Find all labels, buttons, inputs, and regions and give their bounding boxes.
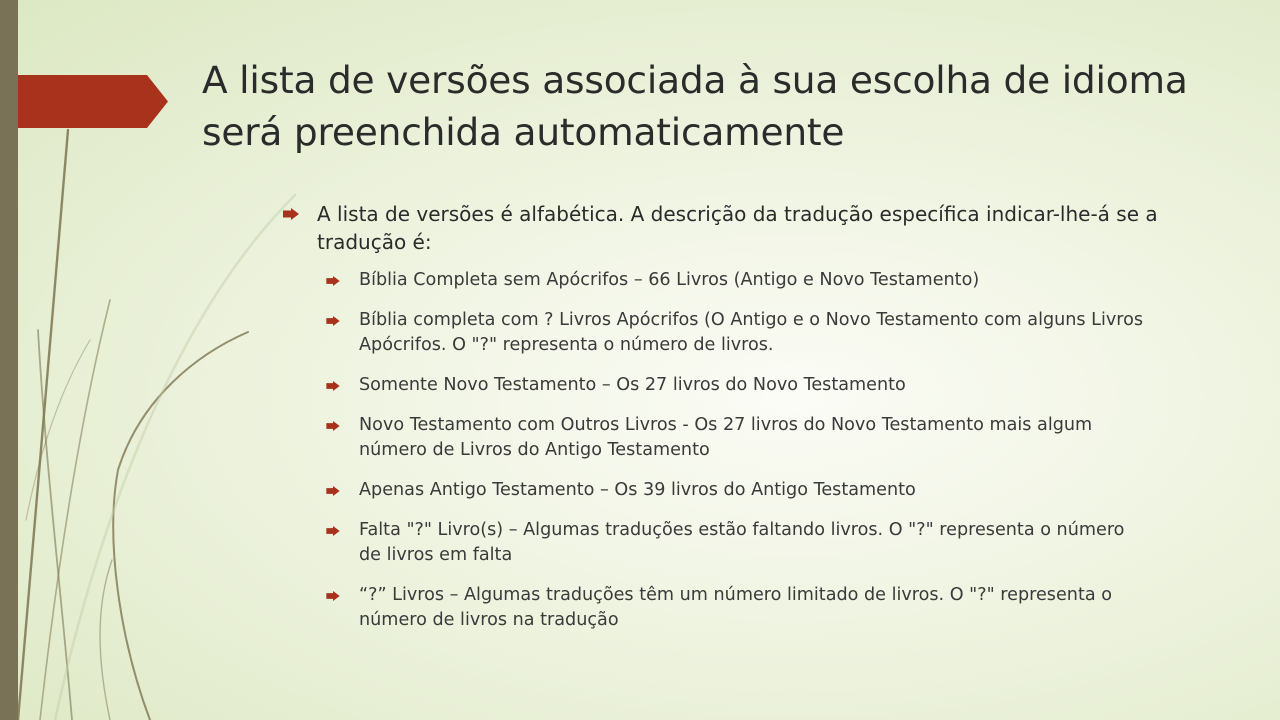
sub-bullet-text: Novo Testamento com Outros Livros - Os 27 livros do Novo Testamento mais algum número de Livros do Antigo Testamento: [359, 415, 1093, 460]
sub-bullet-item: [326, 518, 1149, 568]
sub-bullet-text: Bíblia Completa sem Apócrifos – 66 Livros (Antigo e Novo Testamento): [359, 270, 980, 290]
sub-bullet-text: “?” Livros – Algumas traduções têm um número limitado de livros. O "?" representa o número de livros na tradução: [359, 585, 1112, 630]
arrow-right-icon: [326, 413, 346, 438]
slide-content: [283, 200, 1183, 648]
sub-bullet-item: [326, 478, 1149, 503]
sub-bullet-item: [326, 373, 1149, 398]
main-bullet-point: [283, 200, 1183, 256]
sub-bullet-text: Apenas Antigo Testamento – Os 39 livros do Antigo Testamento: [359, 480, 916, 500]
sub-bullet-item: [326, 413, 1149, 463]
sub-bullet-text: Somente Novo Testamento – Os 27 livros do Novo Testamento: [359, 375, 906, 395]
left-sidebar-bar: [0, 0, 18, 720]
sub-bullet-item: [326, 583, 1149, 633]
sub-bullet-item: [326, 308, 1149, 358]
arrow-right-icon: [283, 200, 303, 228]
arrow-right-icon: [326, 373, 346, 398]
arrow-right-icon: [326, 308, 346, 333]
title-accent-arrow: [18, 75, 168, 128]
sub-bullet-list: [283, 268, 1183, 633]
arrow-right-icon: [326, 268, 346, 293]
arrow-right-icon: [326, 583, 346, 608]
main-bullet-text: A lista de versões é alfabética. A descrição da tradução específica indicar-lhe-á se a tradução é:: [317, 202, 1158, 254]
slide-title: A lista de versões associada à sua escolha de idioma será preenchida automaticamente: [202, 58, 1188, 154]
sub-bullet-item: [326, 268, 1149, 293]
sub-bullet-text: Bíblia completa com ? Livros Apócrifos (O Antigo e o Novo Testamento com alguns Livros Apócrifos. O "?" representa o número de livros.: [359, 310, 1144, 355]
arrow-right-icon: [326, 478, 346, 503]
sub-bullet-text: Falta "?" Livro(s) – Algumas traduções estão faltando livros. O "?" representa o número de livros em falta: [359, 520, 1125, 565]
arrow-right-icon: [326, 518, 346, 543]
